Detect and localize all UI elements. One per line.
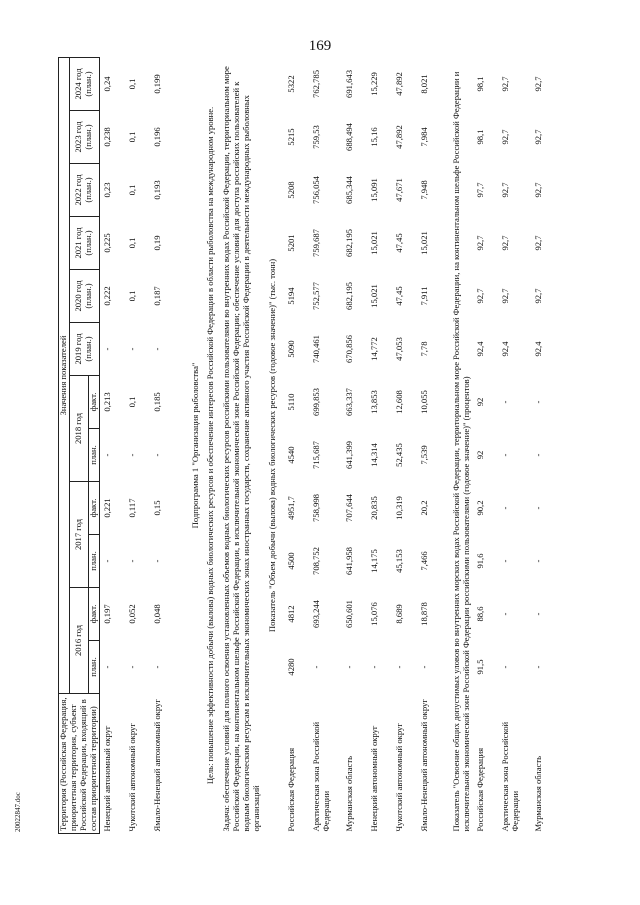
goal-text: Цель: повышение эффективности добычи (вылова) водных биологических ресурсов и обеспечение интересов Российской Федерации в области рыболовства на международном уровне. [205,106,216,785]
value-cell: 0,117 [126,498,137,518]
value-cell: 650,601 [343,600,354,628]
table-row [284,57,309,833]
value-cell: 10,055 [418,390,429,414]
value-cell: - [151,347,162,351]
rotated-table-sheet [58,58,620,834]
value-cell: 92,7 [475,235,486,251]
value-cell: 20,2 [418,500,429,516]
value-cell: 52,435 [393,443,404,467]
table-row [392,57,417,833]
value-cell: 92,4 [500,341,511,357]
value-cell: 0,052 [126,604,137,624]
value-cell: - [126,347,137,351]
value-cell: 5208 [285,181,296,199]
value-cell: 7,948 [418,180,429,200]
value-cell: 7,78 [418,341,429,357]
value-cell: 0,24 [101,76,112,92]
value-cell: 708,752 [310,547,321,575]
value-cell: 707,644 [343,494,354,522]
plan-col-header: план. [88,429,99,482]
value-cell: 756,054 [310,176,321,204]
territory-name: Ямало-Ненецкий автономный округ [418,699,429,832]
fact-col-header: факт. [88,482,99,535]
value-cell: 762,785 [310,70,321,98]
territory-name: Чукотский автономный округ [126,723,137,832]
value-cell: 92,7 [533,288,544,304]
value-cell: 92,7 [500,129,511,145]
value-cell: 682,195 [343,282,354,310]
value-cell: 14,175 [368,549,379,573]
value-cell: 5090 [285,340,296,358]
indicators-table [58,57,556,834]
value-cell: - [310,665,321,669]
value-cell: - [533,612,544,616]
year-header: 2018 год [69,376,88,482]
value-cell: 47,892 [393,125,404,149]
value-cell: 0,187 [151,286,162,306]
territory-name: Арктическая зона Российской Федерации [500,721,521,832]
value-cell: 0,1 [126,396,137,408]
value-cell: - [101,665,112,669]
value-cell: 92,7 [500,235,511,251]
value-cell: 97,7 [475,182,486,198]
fact-col-header: факт. [88,376,99,429]
value-cell: 759,687 [310,229,321,257]
value-cell: 14,314 [368,443,379,467]
page-number: 169 [308,38,332,54]
value-cell: 4540 [285,446,296,464]
plan-year-header: 2023 год (план.) [69,111,99,164]
value-cell: 0,193 [151,180,162,200]
value-cell: 15,021 [368,284,379,308]
value-cell: 0,1 [126,78,137,90]
territory-name: Российская Федерация [285,747,296,832]
value-cell: - [101,453,112,457]
territory-name: Мурманская область [533,755,544,832]
year-header: 2017 год [69,482,88,588]
value-cell: 92,7 [533,235,544,251]
territory-name: Арктическая зона Российской Федерации [310,721,331,832]
value-cell: 15,16 [368,127,379,147]
table-row [531,57,556,833]
value-cell: 90,2 [475,500,486,516]
value-cell: 18,878 [418,602,429,626]
table-row [367,57,392,833]
value-cell: 4951,7 [285,496,296,520]
value-cell: 4280 [285,658,296,676]
table-row [99,57,125,833]
value-cell: 15,229 [368,72,379,96]
value-cell: 0,185 [151,392,162,412]
value-cell: - [533,400,544,404]
table-header [59,57,100,833]
value-cell: 15,021 [418,231,429,255]
plan-year-header: 2021 год (план.) [69,217,99,270]
value-cell: 13,853 [368,390,379,414]
value-cell: 693,244 [310,600,321,628]
value-cell: - [368,665,379,669]
value-cell: 15,091 [368,178,379,202]
value-cell: 98,1 [475,76,486,92]
value-cell: - [500,559,511,563]
value-cell: 45,153 [393,549,404,573]
value-cell: 88,6 [475,606,486,622]
value-cell: 10,319 [393,496,404,520]
value-cell: 92,7 [475,288,486,304]
value-cell: - [533,453,544,457]
value-cell: 5110 [285,393,296,411]
value-cell: - [126,453,137,457]
value-cell: 0,222 [101,286,112,306]
value-cell: 92,7 [500,182,511,198]
value-cell: 98,1 [475,129,486,145]
value-cell: 0,213 [101,392,112,412]
value-cell: 682,195 [343,229,354,257]
value-cell: 12,608 [393,390,404,414]
document-id: 20022847.doc [14,792,22,832]
value-cell: 92,4 [533,341,544,357]
value-cell: 0,199 [151,74,162,94]
values-header: Значения показателей [59,57,70,693]
value-cell: 0,15 [151,500,162,516]
fact-col-header: факт. [88,588,99,641]
value-cell: 715,687 [310,441,321,469]
value-cell: 92,7 [533,76,544,92]
value-cell: 0,1 [126,131,137,143]
plan-year-header: 2019 год (план.) [69,323,99,376]
table-row [342,57,367,833]
value-cell: 7,911 [418,286,429,306]
value-cell: 691,643 [343,70,354,98]
value-cell: 0,196 [151,127,162,147]
value-cell: 699,853 [310,388,321,416]
value-cell: 641,958 [343,547,354,575]
value-cell: 663,337 [343,388,354,416]
value-cell: 92,4 [475,341,486,357]
table-row [417,57,450,833]
territory-header: Территория (Российская Федерация, приоритетная территория, субъект Российской Федерации, входящий в состав приоритетной территории) [59,694,100,834]
value-cell: 14,772 [368,337,379,361]
task-text: Задача: обеспечение условий для полного освоения установленных объемов водных биологических ресурсов российскими пользователями во внутренних водах Российской Федерации, территориальном море Российской Федерации, на континентальном шельфе Российской Федерации, в исключительной экономической зоне Российской Федерации; обеспечение условий для доступа российских пользователей к водным биологическим ресурсам в исключительных экономических зонах иностранных государств, сохранение активного участия Российской Федерации в деятельности международных рыболовных организаций [221,66,261,832]
subprogram-block [183,57,284,833]
territory-name: Ненецкий автономный округ [101,725,112,832]
value-cell: 5322 [285,75,296,93]
value-cell: - [418,665,429,669]
value-cell: - [126,665,137,669]
value-cell: 47,671 [393,178,404,202]
value-cell: - [500,612,511,616]
indicator2-block [450,57,474,833]
value-cell: - [393,665,404,669]
indicator2-rows [473,57,556,833]
value-cell: 670,856 [343,335,354,363]
value-cell: 92,7 [533,182,544,198]
value-cell: 47,45 [393,233,404,253]
table-row [309,57,342,833]
value-cell: - [533,506,544,510]
value-cell: 91,5 [475,659,486,675]
top-rows [99,57,183,833]
value-cell: - [151,665,162,669]
value-cell: - [343,665,354,669]
year-header: 2016 год [69,588,88,694]
value-cell: 20,835 [368,496,379,520]
table-row [125,57,150,833]
value-cell: 0,197 [101,604,112,624]
table-row [498,57,531,833]
value-cell: 0,1 [126,237,137,249]
table-row [150,57,183,833]
plan-year-header: 2024 год (план.) [69,57,99,110]
value-cell: 4812 [285,605,296,623]
value-cell: 5215 [285,128,296,146]
value-cell: 0,048 [151,604,162,624]
territory-name: Российская Федерация [475,747,486,832]
indicator1-rows [284,57,450,833]
plan-year-header: 2020 год (план.) [69,270,99,323]
value-cell: 0,225 [101,233,112,253]
value-cell: 0,19 [151,235,162,251]
value-cell: 15,076 [368,602,379,626]
value-cell: 91,6 [475,553,486,569]
value-cell: - [500,400,511,404]
value-cell: 5194 [285,287,296,305]
value-cell: 8,021 [418,74,429,94]
value-cell: - [533,665,544,669]
territory-name: Ненецкий автономный округ [368,725,379,832]
value-cell: - [500,453,511,457]
plan-col-header: план. [88,535,99,588]
value-cell: 92,7 [500,288,511,304]
value-cell: 0,1 [126,184,137,196]
value-cell: - [101,347,112,351]
value-cell: - [126,559,137,563]
value-cell: 0,23 [101,182,112,198]
value-cell: - [151,453,162,457]
value-cell: 92 [475,450,486,460]
value-cell: 688,494 [343,123,354,151]
territory-name: Мурманская область [343,755,354,832]
value-cell: - [500,506,511,510]
value-cell: 92 [475,397,486,407]
value-cell: 5201 [285,234,296,252]
value-cell: 685,344 [343,176,354,204]
value-cell: 7,984 [418,127,429,147]
value-cell: - [101,559,112,563]
table-row [473,57,498,833]
value-cell: 92,7 [500,76,511,92]
value-cell: 7,539 [418,445,429,465]
value-cell: 7,466 [418,551,429,571]
value-cell: 758,998 [310,494,321,522]
plan-col-header: план. [88,641,99,694]
plan-year-header: 2022 год (план.) [69,164,99,217]
value-cell: 0,238 [101,127,112,147]
value-cell: 0,221 [101,498,112,518]
territory-name: Ямало-Ненецкий автономный округ [151,699,162,832]
value-cell: 0,1 [126,290,137,302]
value-cell: 47,053 [393,337,404,361]
value-cell: - [533,559,544,563]
value-cell: - [151,559,162,563]
value-cell: 752,577 [310,282,321,310]
value-cell: 641,399 [343,441,354,469]
value-cell: 8,689 [393,604,404,624]
territory-name: Чукотский автономный округ [393,723,404,832]
value-cell: 4500 [285,552,296,570]
value-cell: - [500,665,511,669]
indicator-title: Показатель "Объем добычи (вылова) водных биологических ресурсов (годовое значение)" (тыс. тонн) [266,258,277,633]
indicator-title: Показатель "Освоение общих допустимых уловов во внутренних морских водах Российской Федерации, территориальном море Российской Федерации, на континентальном шельфе Российской Федерации и исключительной экономической зоне Российской Федерации российскими пользователями (годовое значение)" (процентов) [450,71,471,832]
subprogram-title: Подпрограмма 1 "Организация рыболовства" [189,362,200,529]
value-cell: 47,892 [393,72,404,96]
value-cell: 92,7 [533,129,544,145]
value-cell: 759,53 [310,125,321,149]
value-cell: 740,461 [310,335,321,363]
value-cell: 15,021 [368,231,379,255]
value-cell: 47,45 [393,286,404,306]
